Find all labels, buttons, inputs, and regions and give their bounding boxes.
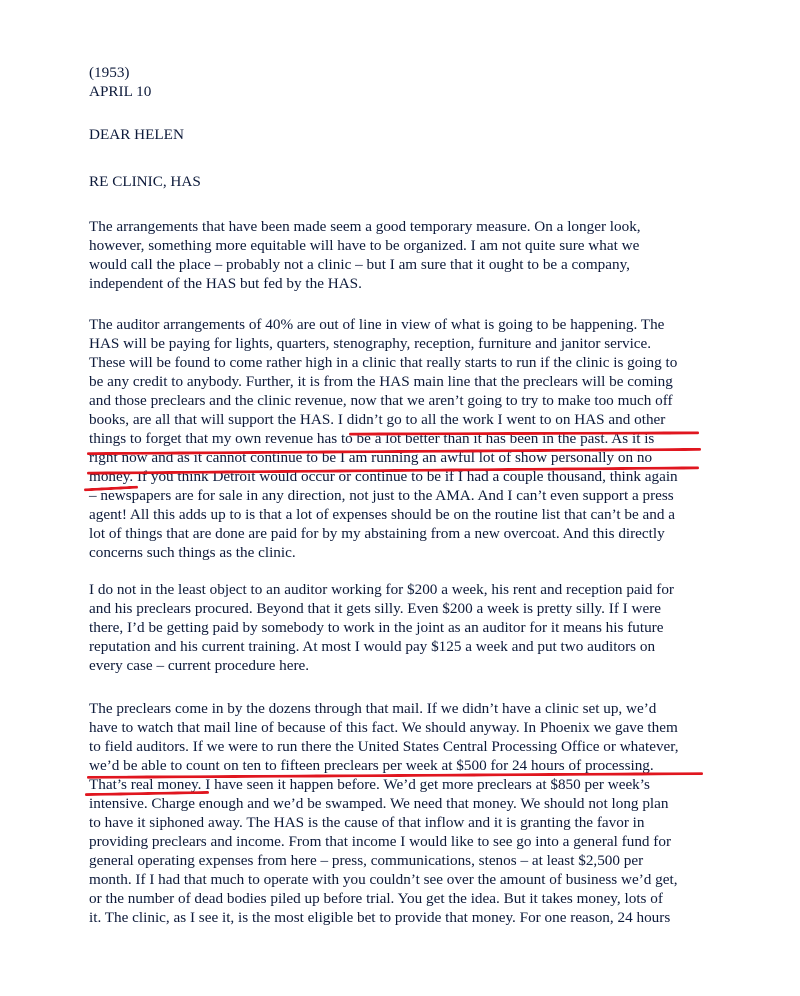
text-line: intensive. Charge enough and we’d be swamped. We need that money. We should not long plan xyxy=(89,795,669,812)
salutation: DEAR HELEN xyxy=(89,126,184,143)
letter-date: APRIL 10 xyxy=(89,83,152,100)
text-line: to field auditors. If we were to run there the United States Central Processing Office or whatever, xyxy=(89,738,679,755)
text-line: it. The clinic, as I see it, is the most eligible bet to provide that money. For one reason, 24 hours xyxy=(89,909,671,926)
text-line: be any credit to anybody. Further, it is from the HAS main line that the preclears will be coming xyxy=(89,373,673,390)
text-line: we’d be able to count on ten to fifteen preclears per week at $500 for 24 hours of processing. xyxy=(89,757,654,774)
text-line: lot of things that are done are paid for by my abstaining from a new overcoat. And this directly xyxy=(89,525,665,542)
paragraph-4 xyxy=(89,699,729,927)
subject-line: RE CLINIC, HAS xyxy=(89,173,201,190)
text-line: general operating expenses from here – press, communications, stenos – at least $2,500 per xyxy=(89,852,644,869)
text-line: and his preclears procured. Beyond that it gets silly. Even $200 a week is pretty silly. If I were xyxy=(89,600,662,617)
text-line: reputation and his current training. At most I would pay $125 a week and put two auditors on xyxy=(89,638,656,655)
text-line: agent! All this adds up to is that a lot of expenses should be on the routine list that can’t be and a xyxy=(89,506,676,523)
text-line: to have it siphoned away. The HAS is the cause of that inflow and it is granting the favor in xyxy=(89,814,645,831)
text-line: HAS will be paying for lights, quarters, stenography, reception, furniture and janitor service. xyxy=(89,335,652,352)
text-line: things to forget that my own revenue has to be a lot better than it has been in the past. As it is xyxy=(89,430,655,447)
text-line: – newspapers are for sale in any direction, not just to the AMA. And I can’t even support a press xyxy=(89,487,674,504)
text-line: however, something more equitable will have to be organized. I am not quite sure what we xyxy=(89,237,640,254)
text-line: The arrangements that have been made seem a good temporary measure. On a longer look, xyxy=(89,218,641,235)
text-line: there, I’d be getting paid by somebody to work in the joint as an auditor for it means his future xyxy=(89,619,664,636)
text-line: or the number of dead bodies piled up before trial. You get the idea. But it takes money, lots of xyxy=(89,890,663,907)
text-line: month. If I had that much to operate with you couldn’t see over the amount of business we’d get, xyxy=(89,871,678,888)
text-line: concerns such things as the clinic. xyxy=(89,544,296,561)
text-line: The auditor arrangements of 40% are out of line in view of what is going to be happening. The xyxy=(89,316,665,333)
paragraph-3 xyxy=(89,580,729,675)
text-line: have to watch that mail line of because of this fact. We should anyway. In Phoenix we gave them xyxy=(89,719,678,736)
text-line: These will be found to come rather high in a clinic that really starts to run if the clinic is going to xyxy=(89,354,678,371)
text-line: The preclears come in by the dozens through that mail. If we didn’t have a clinic set up, we’d xyxy=(89,700,657,717)
text-line: providing preclears and income. From that income I would like to see go into a general fund for xyxy=(89,833,672,850)
text-line: money. If you think Detroit would occur or continue to be if I had a couple thousand, think again xyxy=(89,468,678,485)
letter-year: (1953) xyxy=(89,64,130,81)
text-line: would call the place – probably not a clinic – but I am sure that it ought to be a company, xyxy=(89,256,630,273)
paragraph-1 xyxy=(89,217,729,293)
text-line: every case – current procedure here. xyxy=(89,657,310,674)
text-line: right now and as it cannot continue to be I am running an awful lot of show personally on no xyxy=(89,449,653,466)
text-line: books, are all that will support the HAS. I didn’t go to all the work I went to on HAS and other xyxy=(89,411,666,428)
text-line: and those preclears and the clinic revenue, now that we aren’t going to try to make too much off xyxy=(89,392,673,409)
text-line: independent of the HAS but fed by the HAS. xyxy=(89,275,362,292)
paragraph-2 xyxy=(89,315,729,562)
text-line: That’s real money. I have seen it happen before. We’d get more preclears at $850 per week’s xyxy=(89,776,650,793)
text-line: I do not in the least object to an auditor working for $200 a week, his rent and reception paid for xyxy=(89,581,674,598)
